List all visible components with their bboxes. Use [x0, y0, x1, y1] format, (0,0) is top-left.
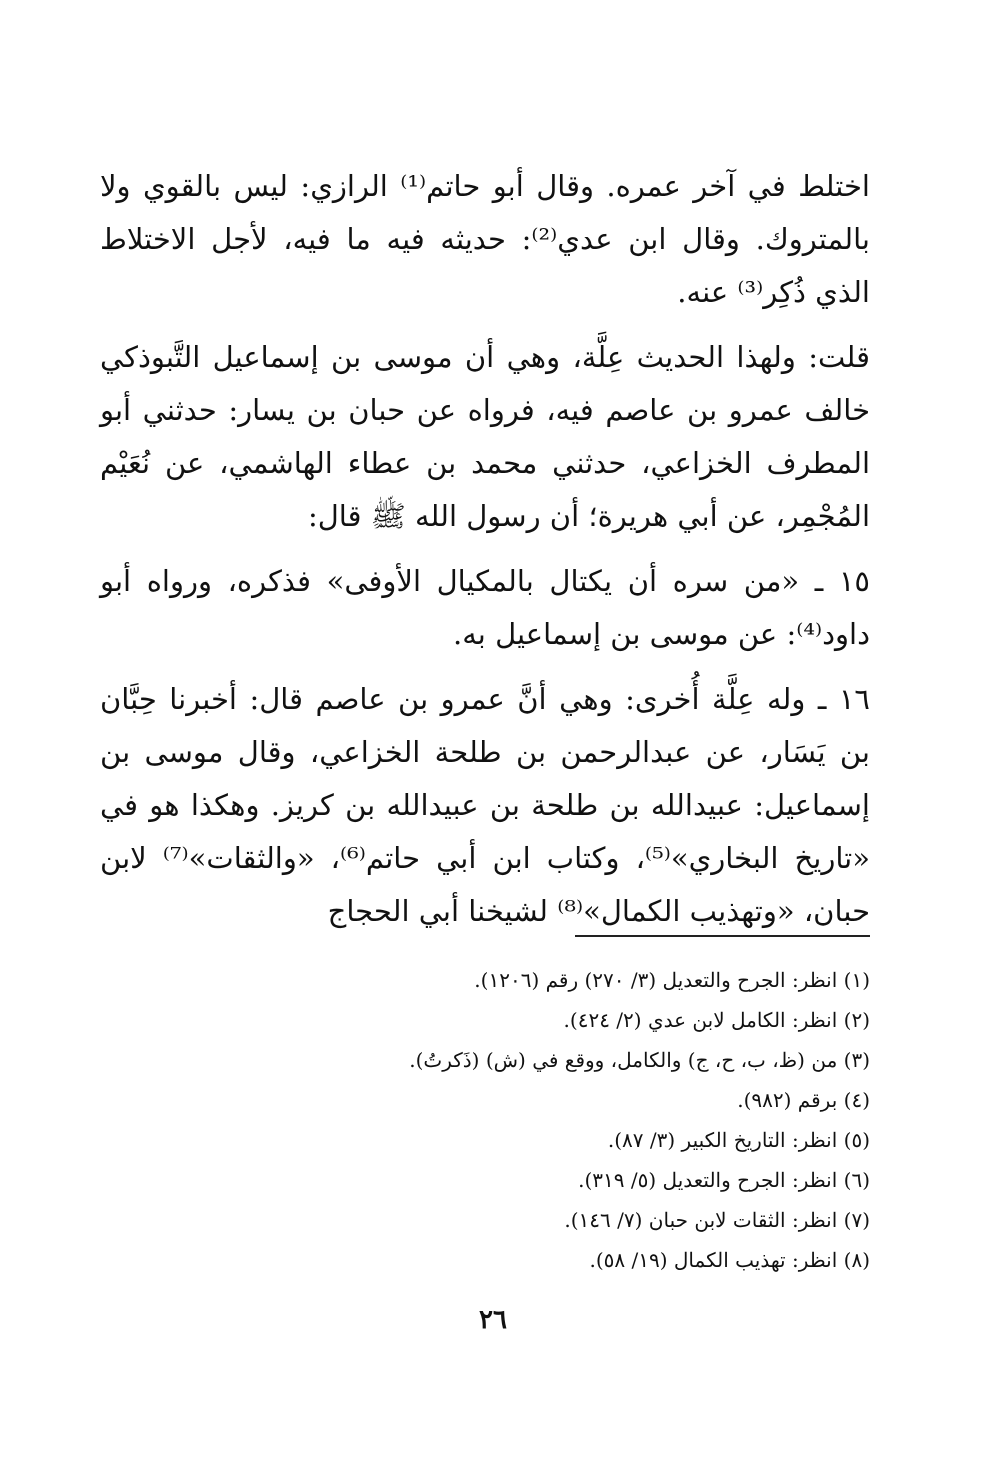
footnote-5: (٥) انظر: التاريخ الكبير (٣/ ٨٧). — [607, 1128, 870, 1152]
footnote-8: (٨) انظر: تهذيب الكمال (١٩/ ٥٨). — [589, 1248, 870, 1272]
footnote-2: (٢) انظر: الكامل لابن عدي (٢/ ٤٢٤). — [563, 1008, 870, 1032]
paragraph-1: اختلط في آخر عمره. وقال أبو حاتم⁽¹⁾ الرازي: ليس بالقوي ولا بالمتروك. وقال ابن عدي⁽²⁾: حديثه فيه ما فيه، لأجل الاختلاط الذي ذُكِر⁽³⁾ عنه. — [100, 169, 870, 309]
paragraph-3: ١٥ ـ «من سره أن يكتال بالمكيال الأوفى» فذكره، ورواه أبو داود⁽⁴⁾: عن موسى بن إسماعيل به. — [100, 564, 870, 651]
main-text — [100, 160, 870, 950]
paragraph-4: ١٦ ـ وله عِلَّة أُخرى: وهي أنَّ عمرو بن عاصم قال: أخبرنا حِبَّان بن يَسَار، عن عبدالرحمن بن طلحة الخزاعي، وقال موسى بن إسماعيل: عبيدالله بن طلحة بن عبيدالله بن كريز. وهكذا هو في «تاريخ البخاري»⁽⁵⁾، وكتاب ابن أبي حاتم⁽⁶⁾، «والثقات»⁽⁷⁾ لابن حبان، «وتهذيب الكمال»⁽⁸⁾ لشيخنا أبي الحجاج — [100, 682, 870, 928]
footnote-6: (٦) انظر: الجرح والتعديل (٥/ ٣١٩). — [578, 1168, 870, 1192]
footnote-1: (١) انظر: الجرح والتعديل (٣/ ٢٧٠) رقم (١٢٠٦). — [474, 968, 870, 992]
paragraph-2: قلت: ولهذا الحديث عِلَّة، وهي أن موسى بن إسماعيل التَّبوذكي خالف عمرو بن عاصم فيه، فرواه عن حبان بن يسار: حدثني أبو المطرف الخزاعي، حدثني محمد بن عطاء الهاشمي، عن نُعَيْم المُجْمِر، عن أبي هريرة؛ أن رسول الله ﷺ قال: — [100, 340, 870, 533]
page-number: ٢٦ — [479, 1305, 507, 1335]
footnotes-list — [110, 960, 870, 1280]
footnote-4: (٤) برقم (٩٨٢). — [737, 1088, 870, 1112]
footnote-divider — [575, 935, 870, 937]
footnote-3: (٣) من (ظ، ب، ح، ج) والكامل، ووقع في (ش) (ذَكرتُ). — [409, 1048, 870, 1072]
footnote-7: (٧) انظر: الثقات لابن حبان (٧/ ١٤٦). — [564, 1208, 870, 1232]
